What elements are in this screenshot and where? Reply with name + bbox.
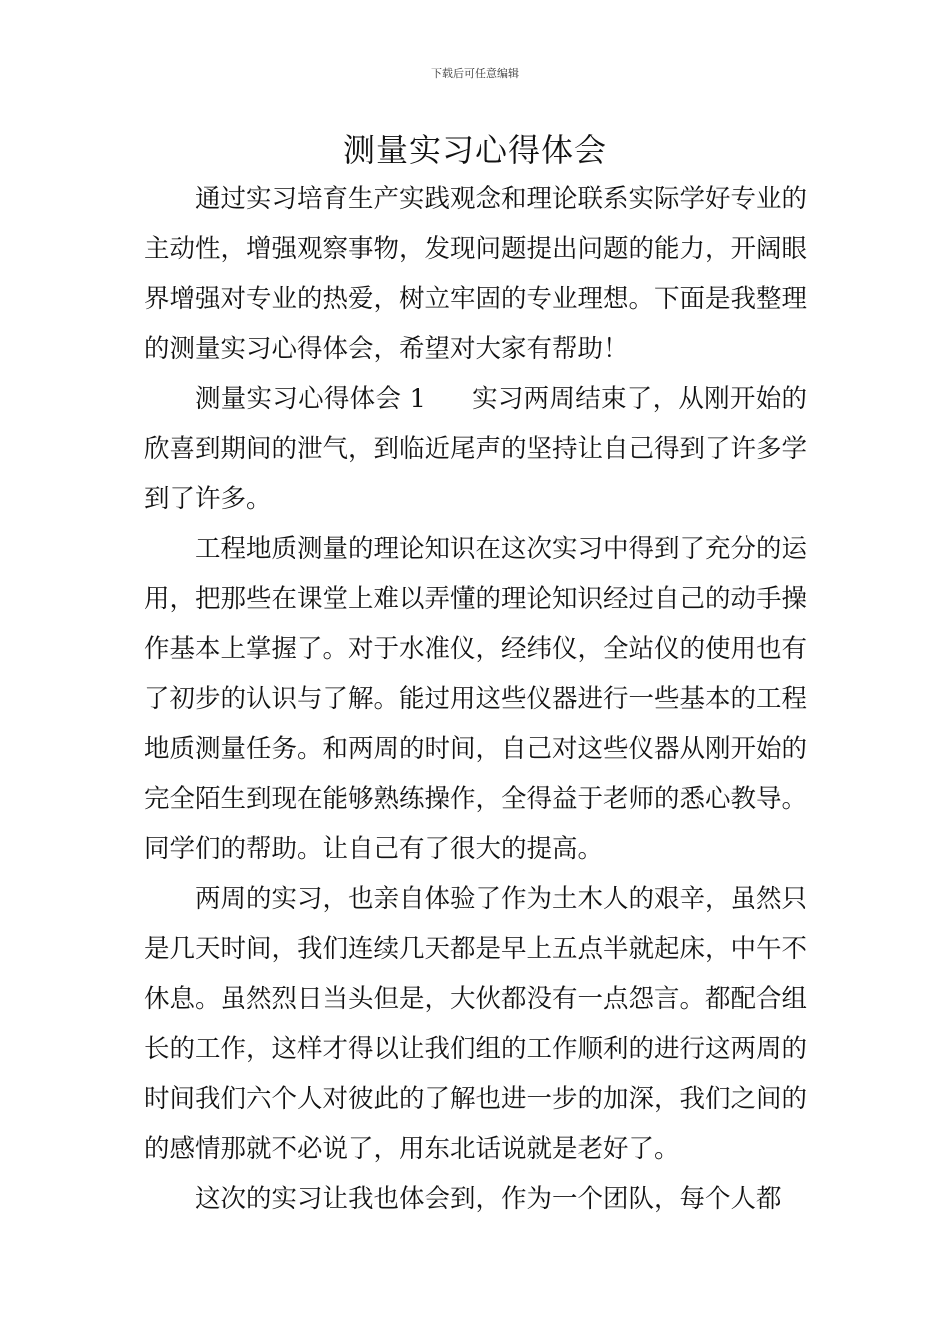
section-1-text: 实习两周结束了，从刚开始的欣喜到期间的泄气，到临近尾声的坚持让自己得到了许多学到了许多。	[144, 384, 808, 514]
section-1-paragraph	[144, 374, 807, 524]
body-paragraph: 两周的实习，也亲自体验了作为土木人的艰辛，虽然只是几天时间，我们连续几天都是早上五点半就起床，中午不休息。虽然烈日当头但是，大伙都没有一点怨言。都配合组长的工作，这样才得以让我们组的工作顺利的进行这两周的时间我们六个人对彼此的了解也进一步的加深，我们之间的的感情那就不必说了，用东北话说就是老好了。	[144, 884, 808, 1164]
header-note: 下载后可任意编辑	[431, 67, 519, 80]
section-heading: 测量实习心得体会 1	[195, 384, 426, 414]
intro-paragraph: 通过实习培育生产实践观念和理论联系实际学好专业的主动性，增强观察事物，发现问题提出问题的能力，开阔眼界增强对专业的热爱，树立牢固的专业理想。下面是我整理的测量实习心得体会，希望对大家有帮助！	[144, 184, 808, 364]
body-paragraph: 这次的实习让我也体会到，作为一个团队，每个人都	[195, 1184, 782, 1214]
body-paragraph: 工程地质测量的理论知识在这次实习中得到了充分的运用，把那些在课堂上难以弄懂的理论知识经过自己的动手操作基本上掌握了。对于水准仪，经纬仪，全站仪的使用也有了初步的认识与了解。能过用这些仪器进行一些基本的工程地质测量任务。和两周的时间，自己对这些仪器从刚开始的完全陌生到现在能够熟练操作，全得益于老师的悉心教导。同学们的帮助。让自己有了很大的提高。	[144, 534, 808, 864]
document-body	[144, 174, 807, 1224]
document-title: 测量实习心得体会	[342, 131, 607, 169]
